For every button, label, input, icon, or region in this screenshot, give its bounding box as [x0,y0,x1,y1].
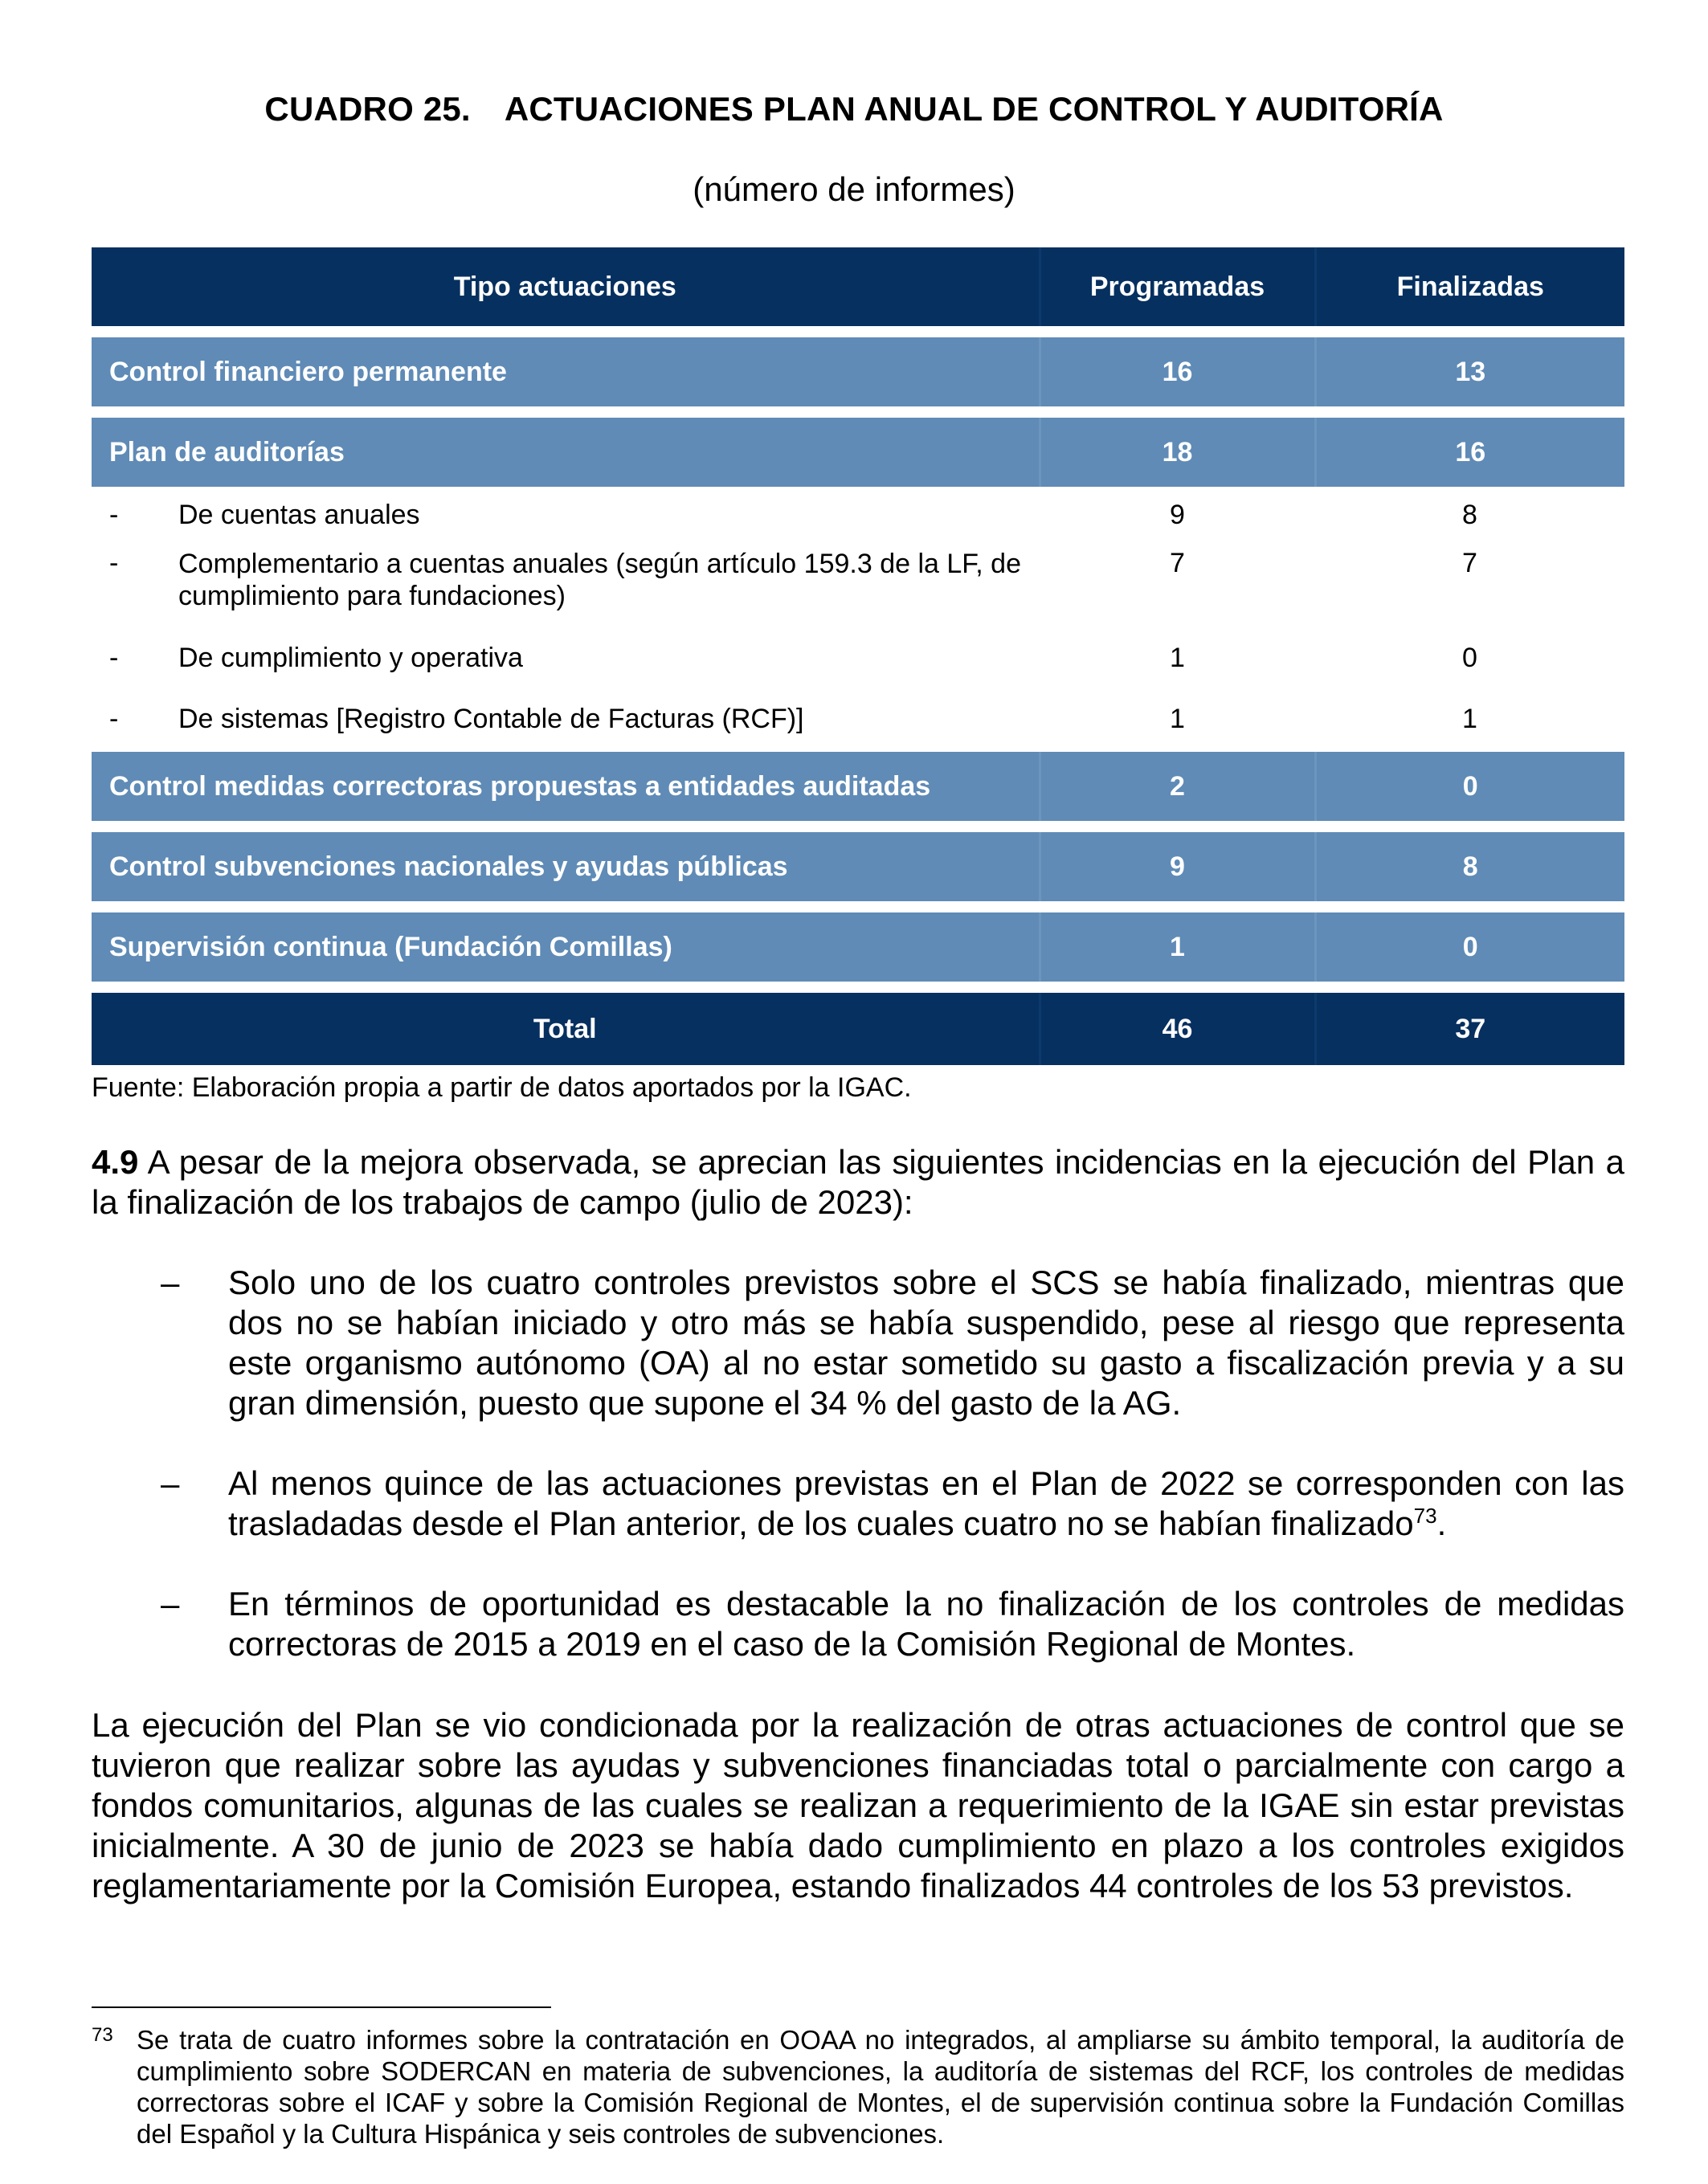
header-tipo: Tipo actuaciones [92,247,1040,326]
header-programadas: Programadas [1040,247,1315,326]
row-finalizadas: 1 [1462,704,1477,734]
table-row [92,752,1624,821]
table-title-text: ACTUACIONES PLAN ANUAL DE CONTROL Y AUDITORÍA [504,90,1444,128]
table-row [92,418,1624,487]
row-dash: - [109,704,119,734]
row-programadas: 9 [1040,832,1315,901]
row-programadas: 18 [1040,418,1315,487]
row-dash: - [109,500,119,530]
footnote-number: 73 [92,2024,113,2046]
row-finalizadas: 13 [1315,337,1624,406]
row-dash: - [109,548,119,578]
footnote-divider [92,2006,551,2008]
bullet-text: En términos de oportunidad es destacable la no finalización de los controles de medidas correctoras de 2015 a 2019 en el caso de la Comisión Regional de Montes. [228,1585,1624,1663]
row-label: Control medidas correctoras propuestas a entidades auditadas [92,752,1040,821]
actuaciones-table [92,247,1624,1065]
row-programadas: 16 [1040,337,1315,406]
row-finalizadas: 7 [1462,548,1477,578]
section-number: 4.9 [92,1143,139,1181]
footnote-text: Se trata de cuatro informes sobre la contratación en OOAA no integrados, al ampliarse su ámbito temporal, la auditoría de cumplimiento sobre SODERCAN en materia de subvenciones, la auditoría de sistemas del RCF, los controles de medidas correctoras sobre el ICAF y sobre la Comisión Regional de Montes, el de supervisión continua sobre la Fundación Comillas del Español y la Cultura Hispánica y seis controles de subvenciones. [137,2025,1624,2149]
row-label: De cuentas anuales [178,500,420,530]
header-finalizadas: Finalizadas [1315,247,1624,326]
row-programadas: 1 [1170,704,1185,734]
row-programadas: 7 [1170,548,1185,578]
row-dash: - [109,643,119,673]
table-subrow [92,691,1624,752]
row-finalizadas: 0 [1462,643,1477,673]
table-source: Fuente: Elaboración propia a partir de datos aportados por la IGAC. [92,1072,912,1103]
total-label: Total [92,993,1040,1065]
table-row [92,912,1624,982]
bullet-text [228,1463,1624,1544]
row-label: Control subvenciones nacionales y ayudas públicas [92,832,1040,901]
row-label: Plan de auditorías [92,418,1040,487]
table-subrow [92,630,1624,691]
row-programadas: 9 [1170,500,1185,530]
bullet-marker: – [161,1464,180,1502]
bullet-marker: – [161,1585,180,1623]
section-intro-text: A pesar de la mejora observada, se aprecian las siguientes incidencias en la ejecución del Plan a la finalización de los trabajos de campo (julio de 2023): [92,1143,1624,1221]
closing-paragraph: La ejecución del Plan se vio condicionada por la realización de otras actuaciones de control que se tuvieron que realizar sobre las ayudas y subvenciones financiadas total o parcialmente con cargo a fondos comunitarios, algunas de las cuales se realizan a requerimiento de la IGAE sin estar previstas inicialmente. A 30 de junio de 2023 se había dado cumplimiento en plazo a los controles exigidos reglamentariamente por la Comisión Europea, estando finalizados 44 controles de los 53 previstos. [92,1706,1624,1904]
row-finalizadas: 0 [1315,912,1624,982]
bullet-text: Solo uno de los cuatro controles previstos sobre el SCS se había finalizado, mientras que dos no se habían iniciado y otro más se había suspendido, pese al riesgo que representa este organismo autónomo (OA) al no estar sometido su gasto a fiscalización previa y a su gran dimensión, puesto que supone el 34 % del gasto de la AG. [228,1263,1624,1422]
row-finalizadas: 8 [1462,500,1477,530]
total-programadas: 46 [1040,993,1315,1065]
table-subrow [92,487,1624,543]
table-row [92,337,1624,406]
row-programadas: 1 [1040,912,1315,982]
row-finalizadas: 16 [1315,418,1624,487]
table-number: CUADRO 25. [264,90,471,128]
bullet-marker: – [161,1263,180,1301]
bullet-text-end: . [1436,1504,1447,1542]
table-header-row [92,247,1624,326]
table-title [0,90,1708,129]
row-label: De sistemas [Registro Contable de Facturas (RCF)] [178,704,804,734]
section-intro [92,1142,1624,1223]
table-subtitle: (número de informes) [693,170,1015,208]
total-finalizadas: 37 [1315,993,1624,1065]
row-label: Complementario a cuentas anuales (según artículo 159.3 de la LF, de cumplimiento para fundaciones) [178,549,1021,611]
footnote-ref[interactable]: 73 [1413,1504,1437,1528]
row-programadas: 1 [1170,643,1185,673]
table-subrow [92,543,1624,630]
table-row [92,832,1624,901]
row-finalizadas: 8 [1315,832,1624,901]
row-label: Control financiero permanente [92,337,1040,406]
bullet-text-body: Al menos quince de las actuaciones previstas en el Plan de 2022 se corresponden con las trasladadas desde el Plan anterior, de los cuales cuatro no se habían finalizado [228,1464,1624,1542]
row-programadas: 2 [1040,752,1315,821]
table-total-row [92,993,1624,1065]
row-label: De cumplimiento y operativa [178,643,523,673]
row-finalizadas: 0 [1315,752,1624,821]
row-label: Supervisión continua (Fundación Comillas) [92,912,1040,982]
